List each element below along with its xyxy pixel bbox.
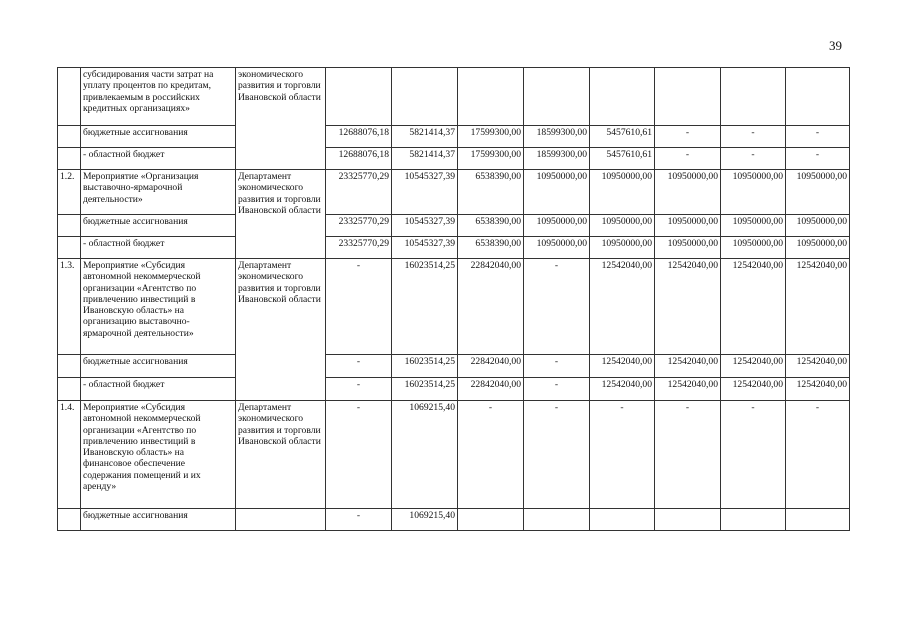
table-row (58, 68, 850, 126)
value-cell: 22842040,00 (458, 355, 524, 378)
table-row (58, 509, 850, 531)
value-cell (590, 68, 655, 126)
activity-name: субсидирования части затрат на уплату процентов по кредитам, привлекаемым в российских кредитных организациях» (81, 68, 236, 126)
value-cell: 12542040,00 (655, 259, 721, 355)
value-cell: 16023514,25 (392, 259, 458, 355)
value-cell: 6538390,00 (458, 215, 524, 237)
value-cell: - (458, 401, 524, 509)
value-cell: 10950000,00 (524, 170, 590, 215)
activity-name: Мероприятие «Субсидия автономной некоммерческой организации «Агентство по привлечению инвестиций в Ивановскую область» на организацию выставочно-ярмарочной деятельности» (81, 259, 236, 355)
value-cell (458, 68, 524, 126)
value-cell: 5457610,61 (590, 126, 655, 148)
value-cell (786, 509, 850, 531)
value-cell: 12542040,00 (655, 378, 721, 401)
value-cell: 22842040,00 (458, 259, 524, 355)
table-row (58, 378, 850, 401)
value-cell: 5821414,37 (392, 148, 458, 170)
value-cell: 16023514,25 (392, 355, 458, 378)
table-row (58, 148, 850, 170)
value-cell: - (326, 355, 392, 378)
value-cell: - (524, 401, 590, 509)
value-cell (721, 509, 786, 531)
row-number: 1.2. (58, 170, 81, 215)
department: Департамент экономического развития и торговли Ивановской области (236, 170, 326, 259)
value-cell: 10950000,00 (655, 215, 721, 237)
budget-table (57, 67, 850, 531)
activity-name: - областной бюджет (81, 148, 236, 170)
value-cell: 10950000,00 (655, 237, 721, 259)
value-cell: - (326, 378, 392, 401)
value-cell: 12542040,00 (590, 259, 655, 355)
value-cell: 1069215,40 (392, 509, 458, 531)
activity-name: - областной бюджет (81, 237, 236, 259)
value-cell: 10950000,00 (786, 215, 850, 237)
activity-name: бюджетные ассигнования (81, 215, 236, 237)
value-cell: 5821414,37 (392, 126, 458, 148)
value-cell (655, 68, 721, 126)
value-cell: - (721, 401, 786, 509)
value-cell: 12542040,00 (590, 355, 655, 378)
value-cell: 1069215,40 (392, 401, 458, 509)
value-cell: - (524, 259, 590, 355)
value-cell: 10950000,00 (590, 237, 655, 259)
value-cell: 10950000,00 (524, 215, 590, 237)
activity-name: - областной бюджет (81, 378, 236, 401)
value-cell: 16023514,25 (392, 378, 458, 401)
row-number: 1.4. (58, 401, 81, 509)
value-cell: 12542040,00 (655, 355, 721, 378)
value-cell: 12542040,00 (721, 355, 786, 378)
value-cell: 12542040,00 (786, 259, 850, 355)
value-cell (524, 509, 590, 531)
value-cell: 12542040,00 (721, 259, 786, 355)
value-cell: 12542040,00 (786, 355, 850, 378)
value-cell (655, 509, 721, 531)
value-cell: 10950000,00 (786, 170, 850, 215)
value-cell: 23325770,29 (326, 170, 392, 215)
value-cell (590, 509, 655, 531)
value-cell: 23325770,29 (326, 237, 392, 259)
table-row (58, 170, 850, 215)
value-cell: 10950000,00 (524, 237, 590, 259)
value-cell: 10950000,00 (590, 215, 655, 237)
table-row (58, 215, 850, 237)
value-cell: - (655, 126, 721, 148)
value-cell: 12542040,00 (590, 378, 655, 401)
department: Департамент экономического развития и торговли Ивановской области (236, 259, 326, 401)
value-cell: 10950000,00 (721, 237, 786, 259)
value-cell: 22842040,00 (458, 378, 524, 401)
table-row (58, 259, 850, 355)
value-cell: - (326, 259, 392, 355)
value-cell: 10545327,39 (392, 215, 458, 237)
value-cell: 10950000,00 (721, 215, 786, 237)
table-row (58, 237, 850, 259)
value-cell: - (524, 355, 590, 378)
value-cell: 17599300,00 (458, 126, 524, 148)
value-cell: - (786, 126, 850, 148)
department: экономического развития и торговли Ивановской области (236, 68, 326, 170)
table-row (58, 126, 850, 148)
row-number (58, 68, 81, 126)
activity-name: Мероприятие «Организация выставочно-ярмарочной деятельности» (81, 170, 236, 215)
value-cell: 10950000,00 (786, 237, 850, 259)
value-cell: 12542040,00 (721, 378, 786, 401)
row-number: 1.3. (58, 259, 81, 355)
value-cell: - (721, 126, 786, 148)
table-row (58, 355, 850, 378)
value-cell: 12688076,18 (326, 126, 392, 148)
activity-name: бюджетные ассигнования (81, 509, 236, 531)
value-cell (458, 509, 524, 531)
table-row (58, 401, 850, 509)
activity-name: Мероприятие «Субсидия автономной некоммерческой организации «Агентство по привлечению инвестиций в Ивановскую область» на финансовое обеспечение содержания помещений и их аренду» (81, 401, 236, 509)
value-cell: 12688076,18 (326, 148, 392, 170)
activity-name: бюджетные ассигнования (81, 355, 236, 378)
department: Департамент экономического развития и торговли Ивановской области (236, 401, 326, 509)
value-cell: 12542040,00 (786, 378, 850, 401)
value-cell (392, 68, 458, 126)
value-cell: - (524, 378, 590, 401)
activity-name: бюджетные ассигнования (81, 126, 236, 148)
value-cell: 10545327,39 (392, 237, 458, 259)
value-cell: 23325770,29 (326, 215, 392, 237)
value-cell: - (721, 148, 786, 170)
page-number: 39 (829, 38, 842, 53)
value-cell: 6538390,00 (458, 170, 524, 215)
value-cell: - (590, 401, 655, 509)
value-cell (524, 68, 590, 126)
value-cell: 6538390,00 (458, 237, 524, 259)
value-cell: - (655, 401, 721, 509)
value-cell (721, 68, 786, 126)
value-cell: - (786, 401, 850, 509)
value-cell: - (326, 509, 392, 531)
value-cell: 17599300,00 (458, 148, 524, 170)
value-cell: 10950000,00 (655, 170, 721, 215)
value-cell: - (326, 401, 392, 509)
value-cell: 18599300,00 (524, 148, 590, 170)
value-cell (326, 68, 392, 126)
value-cell: - (786, 148, 850, 170)
value-cell: 18599300,00 (524, 126, 590, 148)
value-cell: 10545327,39 (392, 170, 458, 215)
value-cell: 10950000,00 (590, 170, 655, 215)
value-cell (786, 68, 850, 126)
value-cell: 10950000,00 (721, 170, 786, 215)
value-cell: - (655, 148, 721, 170)
value-cell: 5457610,61 (590, 148, 655, 170)
